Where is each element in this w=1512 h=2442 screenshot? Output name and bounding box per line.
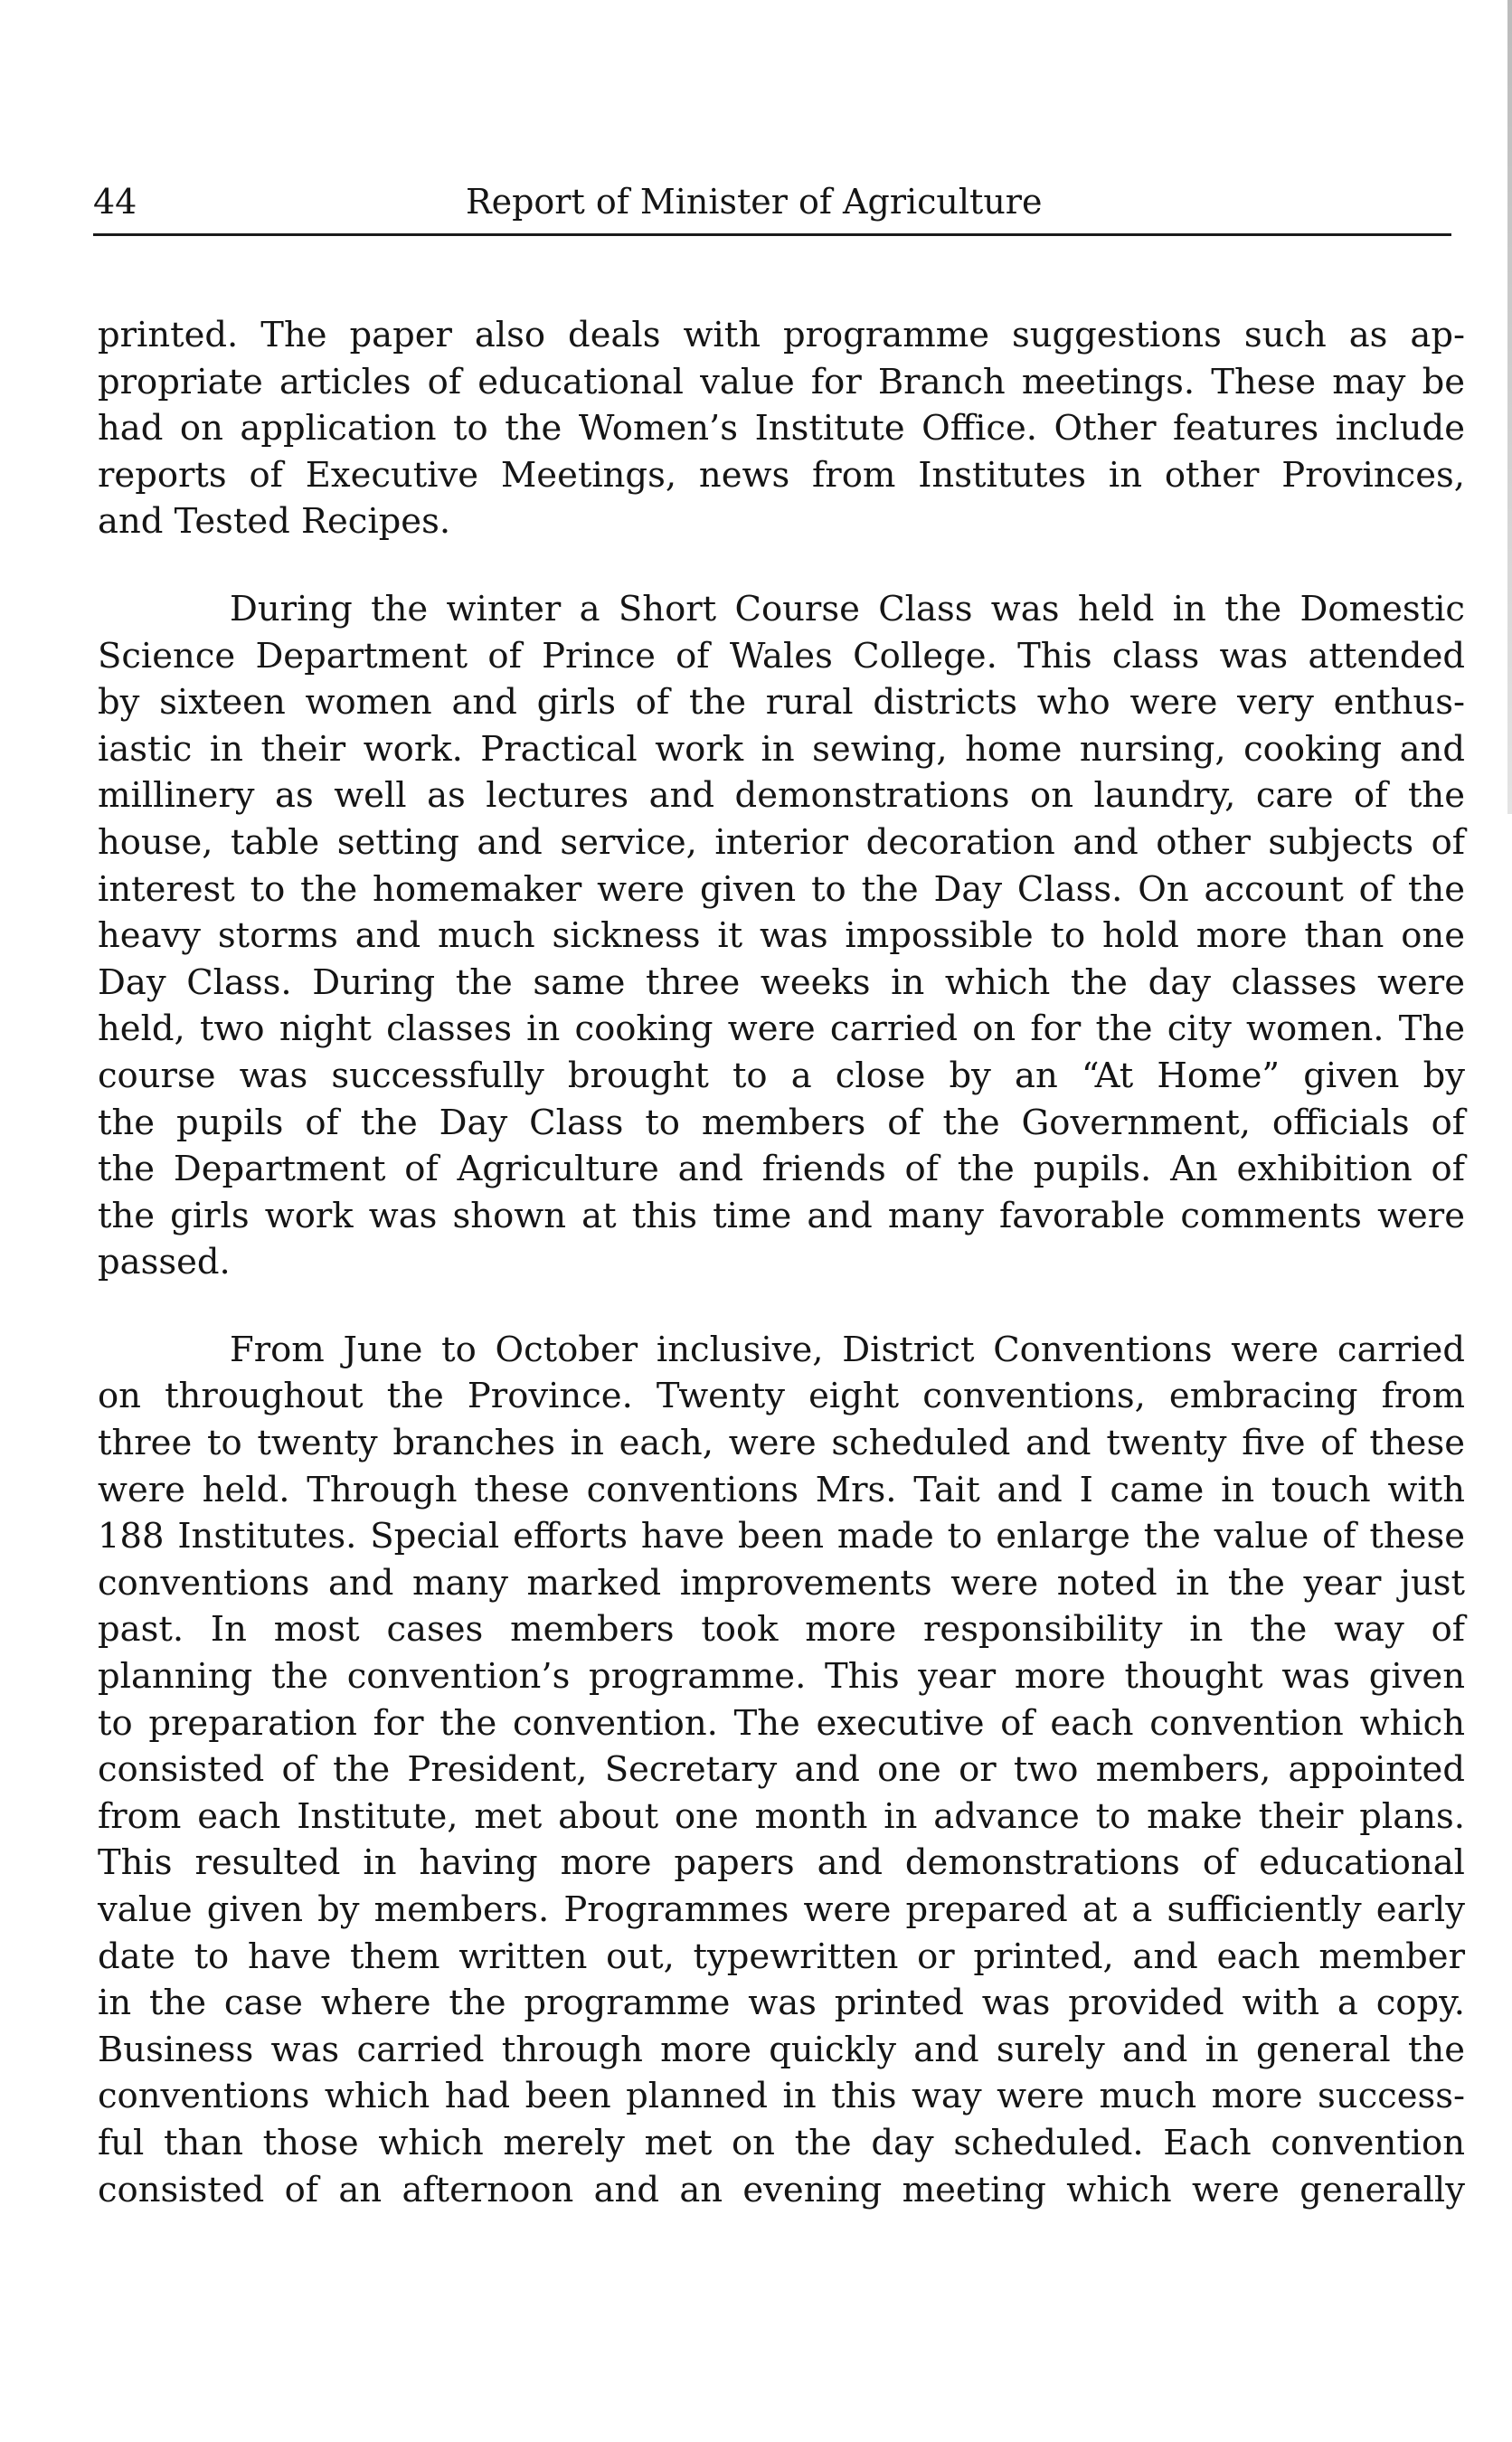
text-line: in the case where the programme was printed was provided with a copy. [98,1983,1465,2024]
text-line: course was successfully brought to a close by an “At Home” given by [98,1055,1465,1096]
text-line: were held. Through these conventions Mrs. Tait and I came in touch with [98,1469,1465,1510]
text-line: Business was carried through more quickly and surely and in general the [98,2029,1465,2070]
header-rule [93,233,1451,236]
text-line: During the winter a Short Course Class was held in the Domestic [230,588,1465,629]
paragraph-3 [98,1327,1465,2213]
text-line: by sixteen women and girls of the rural districts who were very enthus- [98,682,1465,724]
text-line: ful than those which merely met on the day scheduled. Each convention [98,2122,1465,2163]
page-edge-shadow [1507,0,1512,814]
text-line: past. In most cases members took more responsibility in the way of [98,1609,1465,1651]
text-line: propriate articles of educational value for Branch meetings. These may be [98,361,1465,402]
text-line: conventions which had been planned in this way were much more success- [98,2076,1465,2117]
text-line: passed. [98,1242,231,1283]
running-head: Report of Minister of Agriculture [466,182,1043,222]
text-line: 188 Institutes. Special efforts have been made to enlarge the value of these [98,1516,1465,1557]
text-line: consisted of an afternoon and an evening meeting which were generally [98,2169,1465,2210]
text-line: had on application to the Women’s Institute Office. Other features include [98,408,1465,450]
text-line: planning the convention’s programme. This year more thought was given [98,1656,1465,1698]
page-header [93,179,1451,224]
text-line: conventions and many marked improvements were noted in the year just [98,1562,1465,1604]
text-line: Day Class. During the same three weeks in which the day classes were [98,961,1465,1003]
text-line: This resulted in having more papers and demonstrations of educational [98,1842,1465,1884]
text-line: on throughout the Province. Twenty eight conventions, embracing from [98,1376,1465,1417]
text-line: Science Department of Prince of Wales College. This class was attended [98,635,1465,677]
text-line: held, two night classes in cooking were carried on for the city women. The [98,1008,1465,1050]
text-line: reports of Executive Meetings, news from Institutes in other Provinces, [98,454,1465,496]
text-line: the girls work was shown at this time and many favorable comments were [98,1195,1465,1236]
text-line: millinery as well as lectures and demonstrations on laundry, care of the [98,775,1465,817]
text-line: iastic in their work. Practical work in sewing, home nursing, cooking and [98,728,1465,770]
text-line: From June to October inclusive, District Conventions were carried [230,1329,1465,1370]
body-text [98,312,1465,2213]
text-line: interest to the homemaker were given to the Day Class. On account of the [98,868,1465,910]
paragraph-gap [98,545,1465,586]
paragraph-1 [98,312,1465,545]
text-line: date to have them written out, typewritten or printed, and each member [98,1936,1465,1977]
text-line: to preparation for the convention. The executive of each convention which [98,1702,1465,1744]
text-line: printed. The paper also deals with programme suggestions such as ap- [98,315,1465,355]
text-line: house, table setting and service, interior decoration and other subjects of [98,821,1465,863]
text-line: consisted of the President, Secretary and one or two members, appointed [98,1749,1465,1791]
text-line: three to twenty branches in each, were scheduled and twenty five of these [98,1423,1465,1464]
paragraph-gap [98,1286,1465,1327]
text-line: heavy storms and much sickness it was impossible to hold more than one [98,915,1465,957]
text-line: the pupils of the Day Class to members of the Government, officials of [98,1102,1465,1143]
text-line: from each Institute, met about one month in advance to make their plans. [98,1795,1465,1837]
text-line: and Tested Recipes. [98,501,451,543]
text-line: value given by members. Programmes were prepared at a sufficiently early [98,1889,1465,1930]
text-line: the Department of Agriculture and friends of the pupils. An exhibition of [98,1149,1465,1190]
paragraph-2 [98,586,1465,1286]
page-number: 44 [93,182,137,222]
